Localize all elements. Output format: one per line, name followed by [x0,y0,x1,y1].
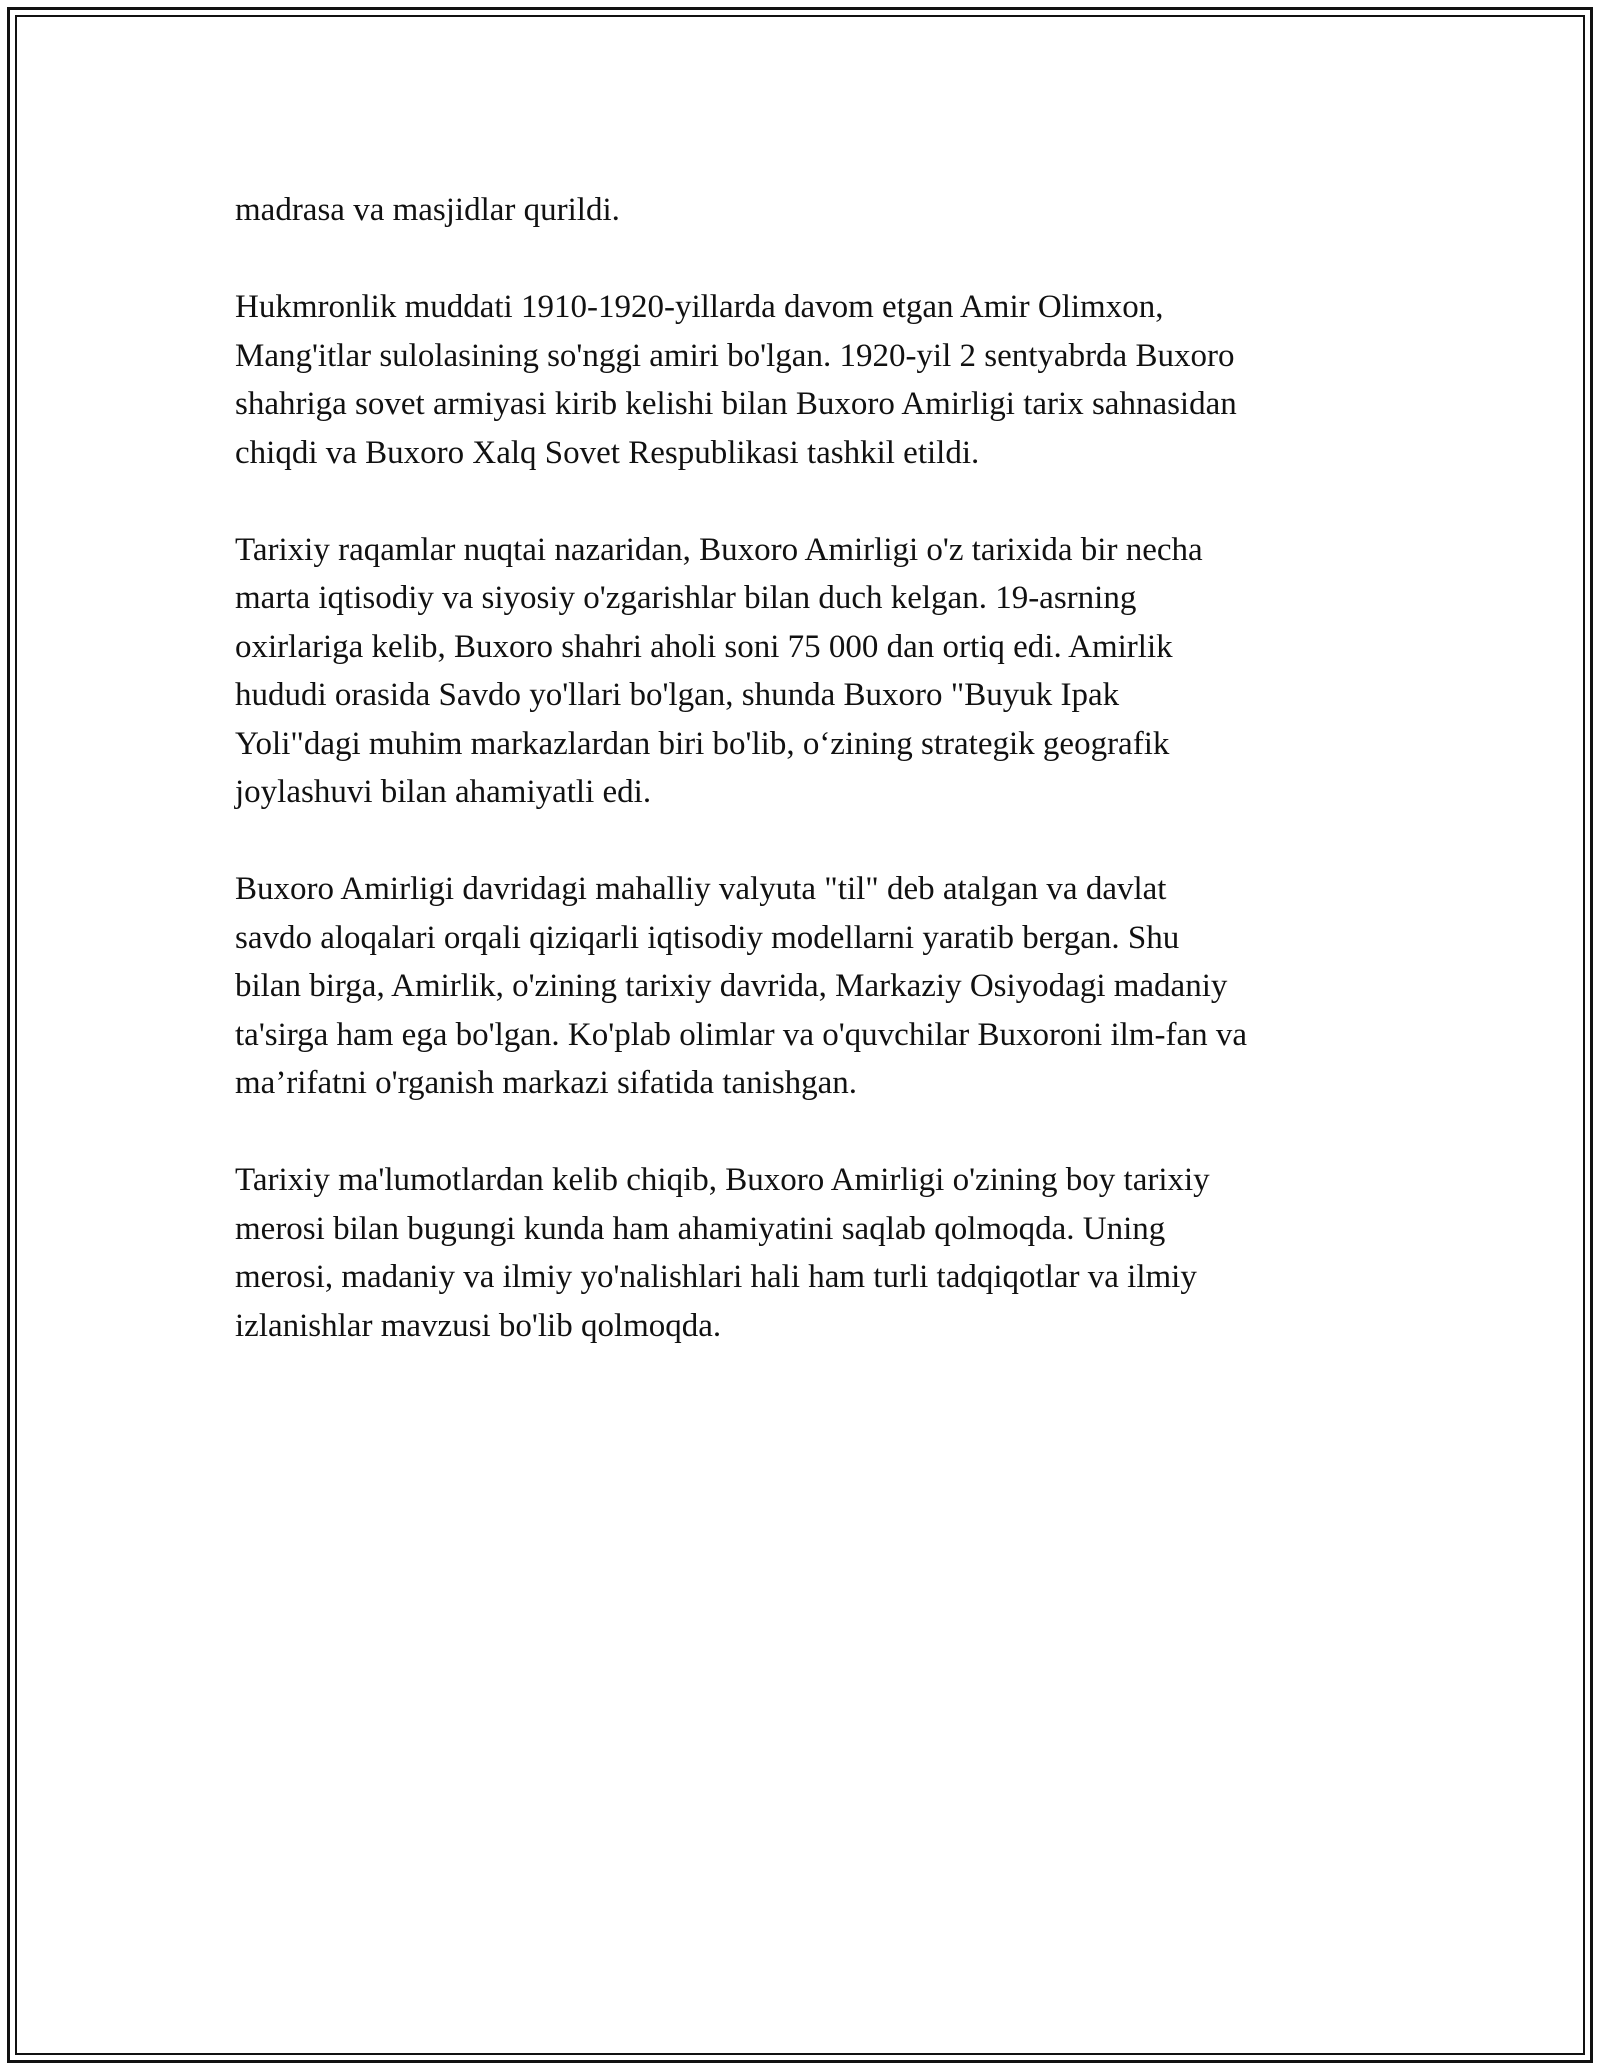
text-line: shahriga sovet armiyasi kirib kelishi bilan Buxoro Amirligi tarix sahnasidan [235,386,1237,422]
text-line: savdo aloqalari orqali qiziqarli iqtisodiy modellarni yaratib bergan. Shu [235,919,1180,956]
text-line: joylashuvi bilan ahamiyatli edi. [235,774,652,810]
paragraph-5 [235,1156,1375,1350]
text-line: izlanishlar mavzusi bo'lib qolmoqda. [235,1307,722,1344]
text-line: merosi, madaniy va ilmiy yo'nalishlari hali ham turli tadqiqotlar va ilmiy [235,1259,1197,1295]
text-line: Hukmronlik muddati 1910-1920-yillarda davom etgan Amir Olimxon, [235,289,1164,325]
paragraph-3 [235,526,1375,817]
document-body [235,186,1375,1399]
text-line: madrasa va masjidlar qurildi. [235,192,620,228]
paragraph-2 [235,283,1375,477]
text-line: ma’rifatni o'rganish markazi sifatida tanishgan. [235,1065,858,1101]
text-line: Yoli"dagi muhim markazlardan biri bo'lib, o‘zining strategik geografik [235,725,1170,762]
text-line: merosi bilan bugungi kunda ham ahamiyatini saqlab qolmoqda. Uning [235,1210,1166,1247]
text-line: Buxoro Amirligi davridagi mahalliy valyuta "til" deb atalgan va davlat [235,871,1167,907]
text-line: marta iqtisodiy va siyosiy o'zgarishlar bilan duch kelgan. 19-asrning [235,580,1137,616]
text-line: ta'sirga ham ega bo'lgan. Ko'plab olimlar va o'quvchilar Buxoroni ilm-fan va [235,1016,1247,1053]
text-line: oxirlariga kelib, Buxoro shahri aholi soni 75 000 dan ortiq edi. Amirlik [235,628,1173,665]
text-line: Tarixiy ma'lumotlardan kelib chiqib, Buxoro Amirligi o'zining boy tarixiy [235,1162,1210,1198]
text-line: Tarixiy raqamlar nuqtai nazaridan, Buxoro Amirligi o'z tarixida bir necha [235,531,1203,568]
text-line: Mang'itlar sulolasining so'nggi amiri bo'lgan. 1920-yil 2 sentyabrda Buxoro [235,337,1235,374]
text-line: chiqdi va Buxoro Xalq Sovet Respublikasi tashkil etildi. [235,434,980,471]
text-line: hududi orasida Savdo yo'llari bo'lgan, shunda Buxoro "Buyuk Ipak [235,677,1120,713]
paragraph-4 [235,865,1375,1108]
paragraph-1 [235,186,1375,235]
text-line: bilan birga, Amirlik, o'zining tarixiy davrida, Markaziy Osiyodagi madaniy [235,968,1228,1004]
